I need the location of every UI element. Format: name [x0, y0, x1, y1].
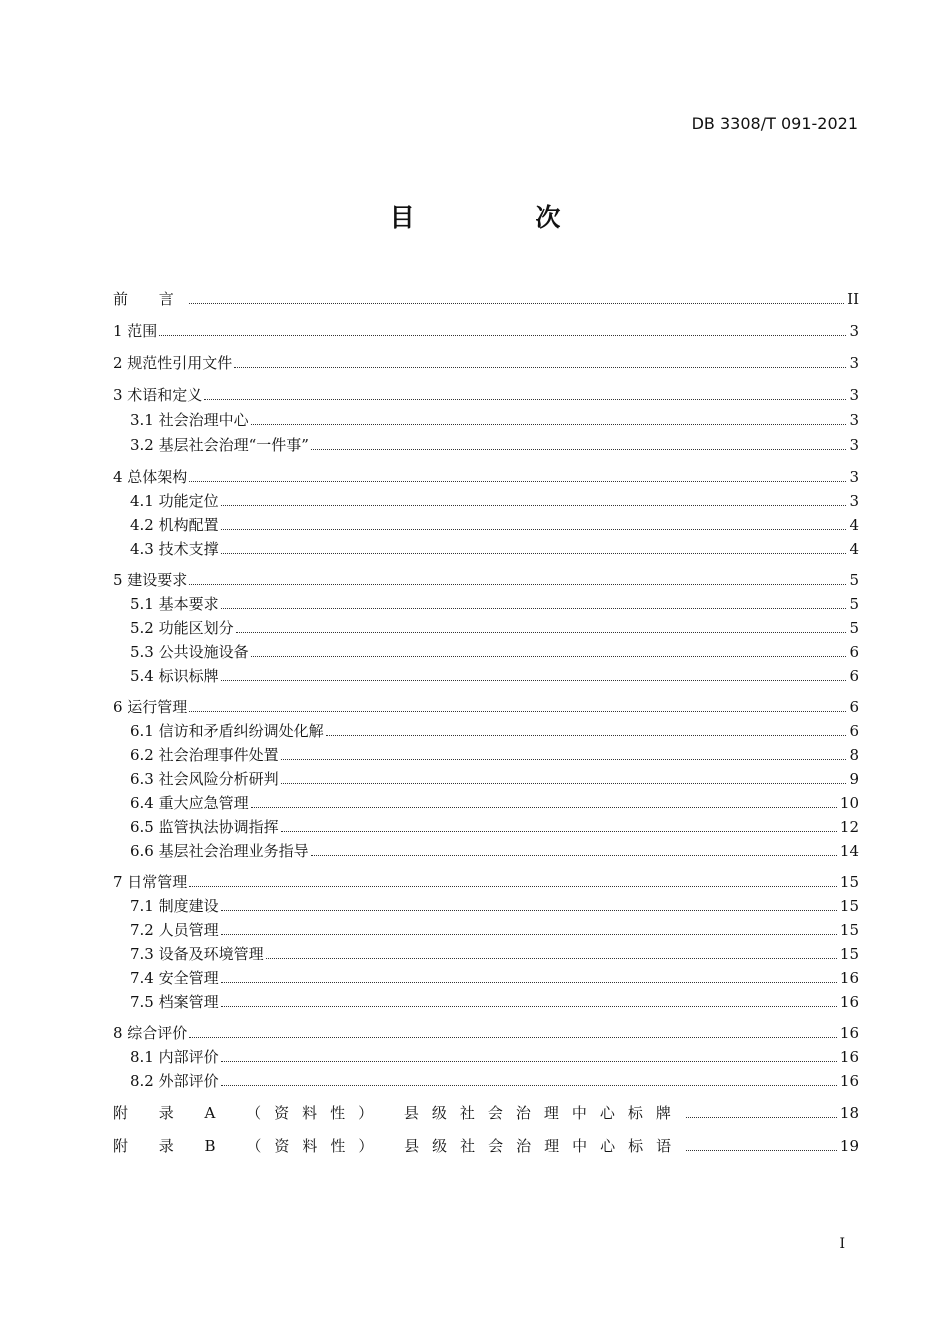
dot-leader — [281, 759, 847, 760]
toc-entry-page: 8 — [849, 746, 859, 764]
toc-entry[interactable] — [113, 745, 859, 765]
toc-entry-page: 3 — [849, 492, 859, 510]
toc-entry[interactable] — [113, 896, 859, 916]
dot-leader — [251, 807, 837, 808]
dot-leader — [326, 735, 847, 736]
toc-entry-page: 12 — [839, 818, 859, 836]
toc-entry-page: 6 — [849, 698, 859, 716]
toc-entry[interactable] — [113, 1023, 859, 1043]
toc-entry-page: 19 — [839, 1137, 859, 1155]
toc-entry[interactable] — [113, 793, 859, 813]
toc-entry-page: 5 — [849, 571, 859, 589]
toc-entry[interactable] — [113, 1136, 859, 1156]
toc-entry-page: 6 — [849, 643, 859, 661]
toc-entry-page: 6 — [849, 667, 859, 685]
toc-entry[interactable] — [113, 920, 859, 940]
toc-entry-page: 3 — [849, 468, 859, 486]
toc-entry[interactable] — [113, 697, 859, 717]
toc-entry-page: 10 — [839, 794, 859, 812]
toc-entry-page: 6 — [849, 722, 859, 740]
toc-entry-page: II — [847, 290, 859, 308]
toc-entry-title: 8.2 外部评价 — [130, 1072, 219, 1090]
dot-leader — [221, 982, 837, 983]
dot-leader — [189, 711, 846, 712]
toc-entry-page: 16 — [839, 1024, 859, 1042]
toc-entry-page: 16 — [839, 1072, 859, 1090]
toc-entry[interactable] — [113, 594, 859, 614]
toc-entry[interactable] — [113, 570, 859, 590]
dot-leader — [189, 303, 844, 304]
toc-entry[interactable] — [113, 539, 859, 559]
toc-entry-page: 3 — [849, 411, 859, 429]
toc-entry[interactable] — [113, 385, 859, 405]
dot-leader — [189, 481, 846, 482]
toc-entry-title: 前 言 — [113, 290, 187, 308]
toc-entry[interactable] — [113, 992, 859, 1012]
toc-entry-title: 4.3 技术支撑 — [130, 540, 219, 558]
toc-entry-title: 6.6 基层社会治理业务指导 — [130, 842, 309, 860]
dot-leader — [221, 1061, 837, 1062]
toc-entry[interactable] — [113, 491, 859, 511]
dot-leader — [281, 831, 837, 832]
dot-leader — [204, 399, 846, 400]
toc-entry[interactable] — [113, 353, 859, 373]
toc-entry-title: 7.1 制度建设 — [130, 897, 219, 915]
toc-entry-title: 8 综合评价 — [113, 1024, 188, 1042]
dot-leader — [251, 424, 847, 425]
toc-entry[interactable] — [113, 872, 859, 892]
toc-entry-page: 5 — [849, 619, 859, 637]
toc-entry-title: 附 录 A （资料性） 县级社会治理中心标牌 — [113, 1104, 684, 1122]
toc-entry-title: 4.2 机构配置 — [130, 516, 219, 534]
page-title: 目 次 — [389, 203, 617, 232]
toc-entry-page: 15 — [839, 945, 859, 963]
dot-leader — [221, 1085, 837, 1086]
dot-leader — [281, 783, 847, 784]
toc-entry[interactable] — [113, 817, 859, 837]
document-code: DB 3308/T 091-2021 — [691, 114, 858, 133]
toc-entry-title: 6.4 重大应急管理 — [130, 794, 249, 812]
toc-entry-title: 3.2 基层社会治理“一件事” — [130, 436, 309, 454]
toc-entry[interactable] — [113, 968, 859, 988]
toc-entry[interactable] — [113, 435, 859, 455]
dot-leader — [221, 505, 847, 506]
toc-entry-title: 7.4 安全管理 — [130, 969, 219, 987]
toc-entry-page: 16 — [839, 969, 859, 987]
toc-entry-page: 15 — [839, 873, 859, 891]
toc-entry-page: 3 — [849, 354, 859, 372]
toc-entry-title: 5.1 基本要求 — [130, 595, 219, 613]
dot-leader — [221, 680, 847, 681]
dot-leader — [686, 1117, 837, 1118]
toc-entry-title: 5.2 功能区划分 — [130, 619, 234, 637]
toc-entry[interactable] — [113, 515, 859, 535]
toc-entry-page: 4 — [849, 540, 859, 558]
toc-entry-page: 3 — [849, 386, 859, 404]
toc-entry-page: 16 — [839, 1048, 859, 1066]
dot-leader — [221, 934, 837, 935]
dot-leader — [189, 584, 846, 585]
toc-entry[interactable] — [113, 467, 859, 487]
toc-entry[interactable] — [113, 618, 859, 638]
toc-entry-title: 1 范围 — [113, 322, 158, 340]
toc-entry-title: 7.5 档案管理 — [130, 993, 219, 1011]
dot-leader — [221, 529, 847, 530]
dot-leader — [251, 656, 847, 657]
toc-entry-title: 5 建设要求 — [113, 571, 188, 589]
page-number: I — [839, 1236, 845, 1252]
toc-entry-title: 6.3 社会风险分析研判 — [130, 770, 279, 788]
toc-entry-page: 5 — [849, 595, 859, 613]
dot-leader — [221, 910, 837, 911]
dot-leader — [221, 1006, 837, 1007]
toc-entry[interactable] — [113, 642, 859, 662]
toc-entry-title: 7.2 人员管理 — [130, 921, 219, 939]
dot-leader — [221, 608, 847, 609]
dot-leader — [686, 1150, 837, 1151]
dot-leader — [234, 367, 846, 368]
toc-entry-title: 6.2 社会治理事件处置 — [130, 746, 279, 764]
toc-entry-title: 8.1 内部评价 — [130, 1048, 219, 1066]
toc-entry-title: 6.1 信访和矛盾纠纷调处化解 — [130, 722, 324, 740]
toc-entry-page: 4 — [849, 516, 859, 534]
toc-entry-title: 2 规范性引用文件 — [113, 354, 233, 372]
toc-entry-page: 15 — [839, 921, 859, 939]
toc-entry-title: 附 录 B （资料性） 县级社会治理中心标语 — [113, 1137, 685, 1155]
toc-entry-title: 3.1 社会治理中心 — [130, 411, 249, 429]
toc-entry-title: 5.4 标识标牌 — [130, 667, 219, 685]
dot-leader — [189, 1037, 837, 1038]
toc-entry-title: 3 术语和定义 — [113, 386, 203, 404]
dot-leader — [236, 632, 847, 633]
toc-entry[interactable] — [113, 666, 859, 686]
toc-entry-title: 6 运行管理 — [113, 698, 188, 716]
dot-leader — [311, 855, 837, 856]
dot-leader — [159, 335, 846, 336]
toc-entry-page: 3 — [849, 436, 859, 454]
toc-entry[interactable] — [113, 944, 859, 964]
toc-entry[interactable] — [113, 841, 859, 861]
toc-entry[interactable] — [113, 769, 859, 789]
toc-entry-page: 14 — [839, 842, 859, 860]
toc-entry[interactable] — [113, 1103, 859, 1123]
dot-leader — [221, 553, 847, 554]
toc-entry-page: 9 — [849, 770, 859, 788]
toc-entry-title: 4.1 功能定位 — [130, 492, 219, 510]
dot-leader — [266, 958, 837, 959]
toc-entry[interactable] — [113, 1071, 859, 1091]
toc-entry-page: 15 — [839, 897, 859, 915]
toc-entry[interactable] — [113, 410, 859, 430]
toc-entry-page: 3 — [849, 322, 859, 340]
toc-entry-title: 6.5 监管执法协调指挥 — [130, 818, 279, 836]
dot-leader — [189, 886, 837, 887]
toc-entry[interactable] — [113, 1047, 859, 1067]
toc-entry-title: 4 总体架构 — [113, 468, 188, 486]
toc-entry-title: 7.3 设备及环境管理 — [130, 945, 264, 963]
dot-leader — [311, 449, 846, 450]
toc-entry-title: 7 日常管理 — [113, 873, 188, 891]
toc-entry[interactable] — [113, 289, 859, 309]
toc-entry[interactable] — [113, 321, 859, 341]
toc-entry[interactable] — [113, 721, 859, 741]
toc-entry-page: 16 — [839, 993, 859, 1011]
toc-entry-page: 18 — [839, 1104, 859, 1122]
toc-entry-title: 5.3 公共设施设备 — [130, 643, 249, 661]
